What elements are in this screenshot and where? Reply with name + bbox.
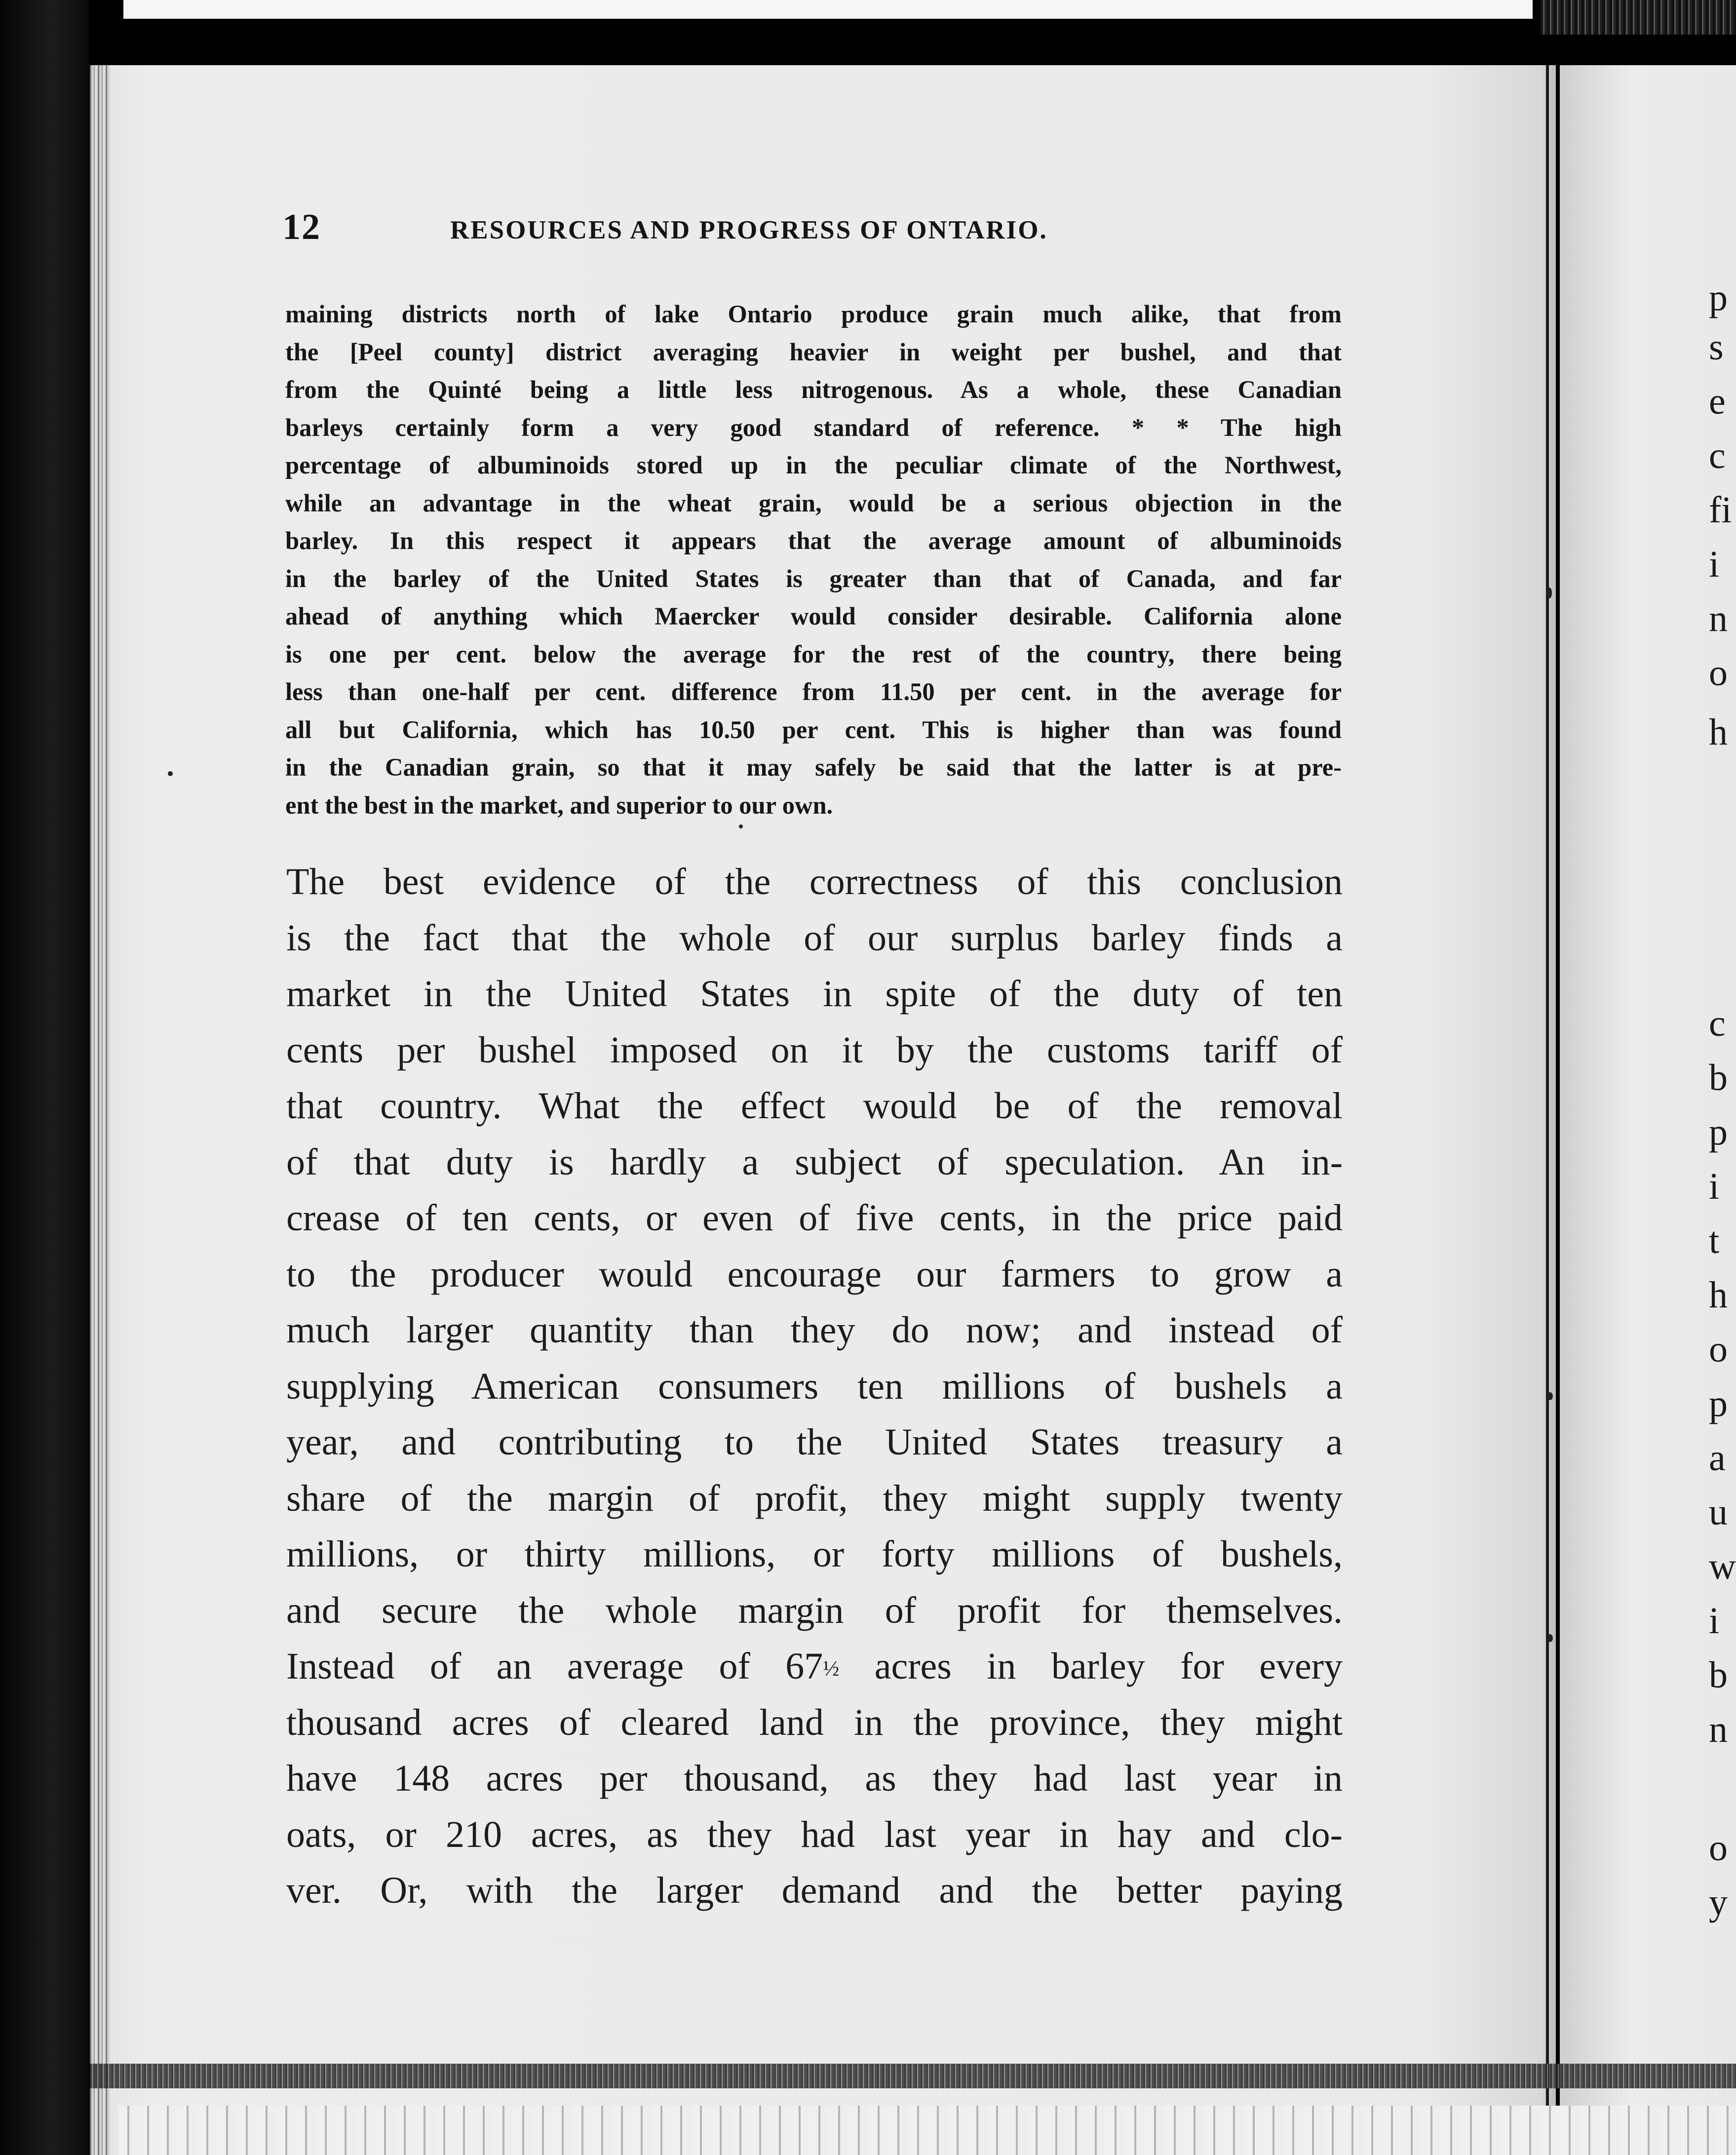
scan-speck: [1547, 1634, 1553, 1642]
body-line: and secure the whole margin of profit for themselves.: [286, 1589, 1343, 1631]
facing-letter: i: [1709, 544, 1720, 585]
facing-letter: o: [1709, 652, 1728, 694]
facing-letter: b: [1709, 1057, 1728, 1098]
body-line: ver. Or, with the larger demand and the better paying: [286, 1870, 1343, 1911]
facing-letter: o: [1709, 1329, 1728, 1370]
book-gutter: [1546, 65, 1549, 2155]
quote-line: in the barley of the United States is greater than that of Canada, and far: [285, 564, 1342, 592]
page-binding-edge: [90, 65, 110, 2155]
quoted-passage: [285, 295, 1342, 824]
body-line: cents per bushel imposed on it by the customs tariff of: [286, 1029, 1343, 1071]
facing-letter: h: [1709, 1274, 1728, 1316]
scan-left-edge: [0, 0, 89, 2155]
facing-letter: i: [1709, 1166, 1720, 1207]
quote-line: ahead of anything which Maercker would consider desirable. California alone: [285, 602, 1342, 630]
page-title: RESOURCES AND PROGRESS OF ONTARIO.: [450, 216, 1048, 244]
facing-letter: w: [1709, 1546, 1736, 1587]
body-text: acres in barley for every: [839, 1646, 1343, 1687]
facing-letter: i: [1709, 1600, 1720, 1642]
facing-letter: h: [1709, 711, 1728, 753]
body-line: oats, or 210 acres, as they had last year in hay and clo-: [286, 1813, 1343, 1855]
facing-letter: e: [1709, 381, 1726, 422]
facing-letter: n: [1709, 1709, 1728, 1750]
facing-letter: c: [1709, 1003, 1726, 1044]
quote-line: is one per cent. below the average for the rest of the country, there being: [285, 640, 1342, 668]
body-line: market in the United States in spite of the duty of ten: [286, 973, 1343, 1015]
previous-page-edge: [123, 0, 1533, 19]
body-line: crease of ten cents, or even of five cents, in the price paid: [286, 1197, 1343, 1239]
facing-letter: b: [1709, 1654, 1728, 1696]
body-line: The best evidence of the correctness of this conclusion: [286, 861, 1343, 902]
quote-line: the [Peel county] district averaging heavier in weight per bushel, and that: [285, 338, 1342, 366]
facing-letter: s: [1709, 326, 1724, 368]
quote-line: in the Canadian grain, so that it may safely be said that the latter is at pre-: [285, 753, 1342, 781]
scan-speck: [739, 824, 743, 828]
facing-letter: o: [1709, 1827, 1728, 1869]
quote-line: maining districts north of lake Ontario produce grain much alike, that from: [285, 300, 1342, 328]
body-line: millions, or thirty millions, or forty millions of bushels,: [286, 1533, 1343, 1575]
quote-line: ent the best in the market, and superior to our own.: [285, 791, 833, 819]
facing-letter: u: [1709, 1491, 1728, 1533]
page-bottom-edge: [90, 2064, 1736, 2088]
facing-letter: fi: [1709, 489, 1732, 531]
binding-edge-top: [1540, 0, 1736, 35]
facing-letter: t: [1709, 1220, 1720, 1261]
scan-speck: [1547, 1392, 1553, 1400]
scan-speck: [1547, 588, 1552, 598]
body-line: share of the margin of profit, they might supply twenty: [286, 1477, 1343, 1519]
body-text: Instead of an average of 67: [286, 1646, 823, 1687]
facing-letter: p: [1709, 1111, 1728, 1153]
body-paragraph: [286, 854, 1343, 1919]
quote-line: barley. In this respect it appears that the average amount of albuminoids: [285, 527, 1342, 554]
body-line: of that duty is hardly a subject of speculation. An in-: [286, 1141, 1343, 1183]
facing-letter: p: [1709, 1383, 1728, 1424]
facing-letter: a: [1709, 1437, 1726, 1479]
quote-line: barleys certainly form a very good standard of reference. * * The high: [285, 413, 1342, 441]
body-line: that country. What the effect would be of the removal: [286, 1085, 1343, 1127]
body-line-with-fraction: [286, 1639, 1343, 1695]
body-line: is the fact that the whole of our surplus barley finds a: [286, 917, 1343, 959]
running-head: [282, 206, 1344, 256]
body-line: to the producer would encourage our farmers to grow a: [286, 1253, 1343, 1295]
body-line: year, and contributing to the United States treasury a: [286, 1421, 1343, 1463]
quote-line: from the Quinté being a little less nitrogenous. As a whole, these Canadian: [285, 376, 1342, 403]
facing-letter: n: [1709, 598, 1728, 639]
body-line: much larger quantity than they do now; and instead of: [286, 1309, 1343, 1351]
quote-line: percentage of albuminoids stored up in the peculiar climate of the Northwest,: [285, 451, 1342, 479]
quote-line: all but California, which has 10.50 per cent. This is higher than was found: [285, 715, 1342, 744]
fraction: ½: [823, 1656, 840, 1681]
facing-letter: c: [1709, 435, 1726, 476]
quote-line: less than one-half per cent. difference from 11.50 per cent. in the average for: [285, 678, 1342, 705]
scan-speck: [168, 771, 173, 776]
page-number: 12: [282, 207, 321, 247]
facing-letter: p: [1709, 277, 1728, 318]
quote-line: while an advantage in the wheat grain, would be a serious objection in the: [285, 489, 1342, 517]
next-page-edge: [118, 2106, 1736, 2155]
body-line: have 148 acres per thousand, as they had last year in: [286, 1758, 1343, 1799]
body-line: supplying American consumers ten millions of bushels a: [286, 1365, 1343, 1407]
body-line: thousand acres of cleared land in the province, they might: [286, 1701, 1343, 1743]
facing-letter: y: [1709, 1881, 1728, 1923]
